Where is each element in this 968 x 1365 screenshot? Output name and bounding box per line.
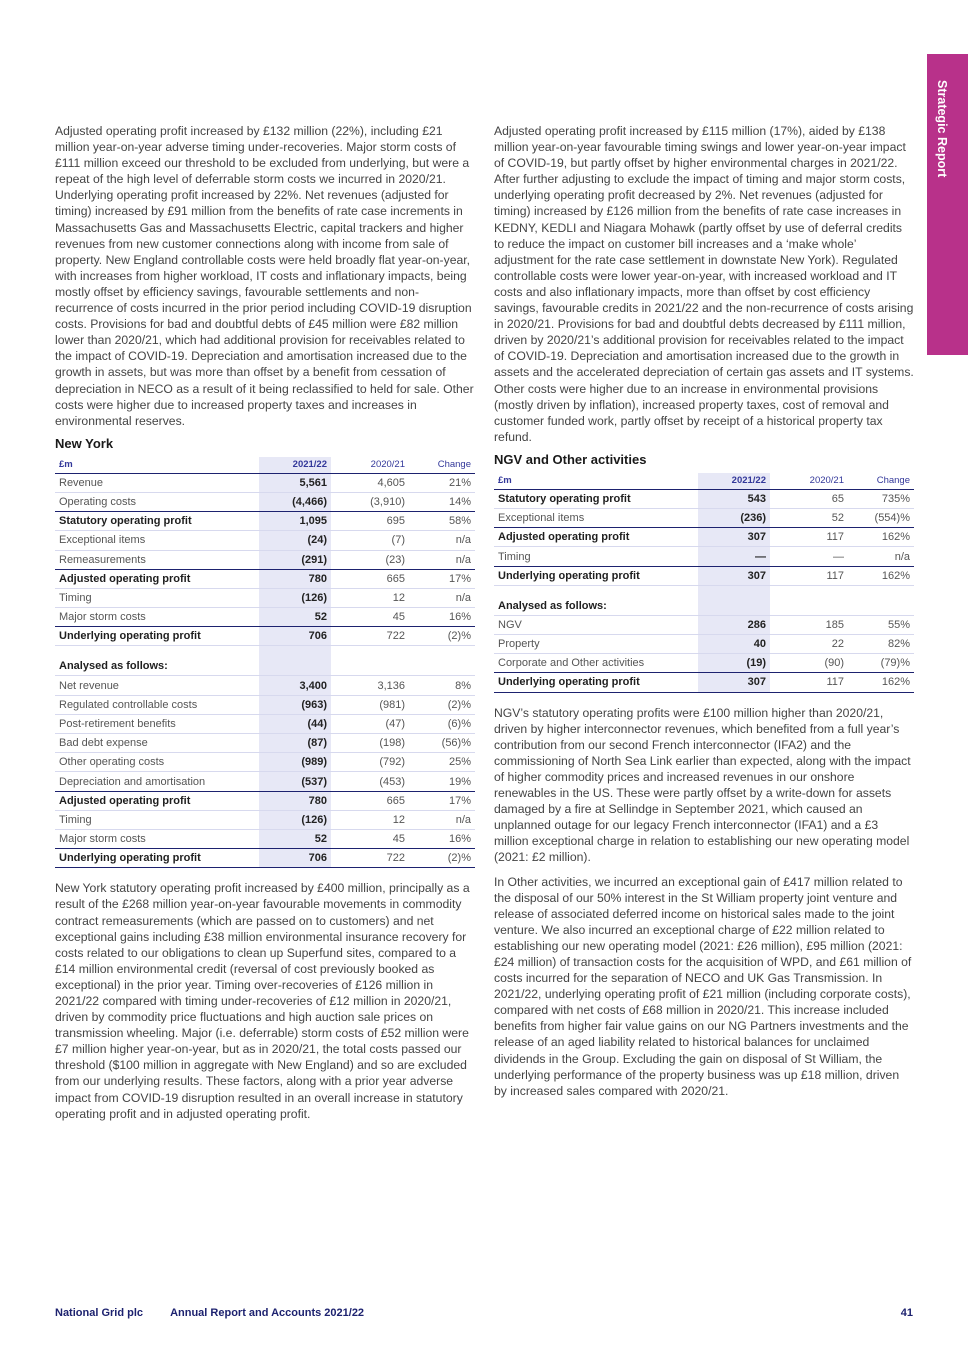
change-value: (2)%: [409, 849, 475, 868]
prior-year-value: (453): [331, 772, 409, 791]
current-year-value: 307: [698, 528, 770, 547]
change-value: 19%: [409, 772, 475, 791]
footer-publication: Annual Report and Accounts 2021/22: [170, 1307, 365, 1319]
table-row: [494, 673, 914, 692]
prior-year-value: [770, 585, 848, 615]
row-label: Timing: [55, 588, 259, 607]
change-value: 16%: [409, 608, 475, 627]
change-value: (554)%: [848, 509, 914, 528]
prior-year-value: 52: [770, 509, 848, 528]
change-value: n/a: [409, 810, 475, 829]
table-row: [55, 627, 475, 646]
row-label: Revenue: [55, 473, 259, 492]
current-year-value: (236): [698, 509, 770, 528]
table-row: [494, 489, 914, 508]
current-year-value: 706: [259, 849, 331, 868]
table-row: [55, 569, 475, 588]
change-value: (2)%: [409, 627, 475, 646]
prior-year-value: (7): [331, 531, 409, 550]
row-label: Property: [494, 635, 698, 654]
table-row: [55, 772, 475, 791]
row-label: Operating costs: [55, 492, 259, 511]
current-year-value: (126): [259, 588, 331, 607]
table-row: [55, 753, 475, 772]
row-label: Adjusted operating profit: [55, 791, 259, 810]
prior-year-value: 665: [331, 791, 409, 810]
change-value: 8%: [409, 676, 475, 695]
change-value: n/a: [409, 531, 475, 550]
change-value: 16%: [409, 829, 475, 848]
row-label: Regulated controllable costs: [55, 695, 259, 714]
table-row: [55, 676, 475, 695]
current-year-value: (291): [259, 550, 331, 569]
ngv-commentary: NGV’s statutory operating profits were £100 million higher than 2020/21, driven by higher interconnector revenues, which benefited from a full year’s contribution from our second French interconnector (IFA2) and the commissioning of North Sea Link earlier than expected, along with the impact of higher commodity prices and increased revenues in our onshore renewables in the US. These were partly offset by a write-down for assets damaged by a fire at Sellindge in September 2021, which caused an unplanned outage for our legacy French interconnector (IFA1) and a £3 million exceptional charge in relation to establishing our new operating model (2021: £2 million).: [494, 705, 911, 865]
table-row: [55, 734, 475, 753]
header-unit: £m: [494, 473, 698, 490]
row-label: Depreciation and amortisation: [55, 772, 259, 791]
prior-year-value: (792): [331, 753, 409, 772]
section-tab-label: Strategic Report: [935, 80, 949, 178]
change-value: (2)%: [409, 695, 475, 714]
table-row: [55, 550, 475, 569]
row-label: Underlying operating profit: [494, 673, 698, 692]
new-york-heading: New York: [55, 435, 114, 451]
current-year-value: 543: [698, 489, 770, 508]
current-year-value: (537): [259, 772, 331, 791]
table-row: [55, 512, 475, 531]
prior-year-value: 65: [770, 489, 848, 508]
new-york-adjusted-paragraph: Adjusted operating profit increased by £115 million (17%), aided by £138 million year-on-year favourable timing swings and lower year-on-year impact of COVID-19, but partly offset by higher environmental charges in 2021/22. After further adjusting to exclude the impact of timing and major storm costs, underlying operating profit decreased by 2%. Net revenues (adjusted for timing) increased by £126 million from the benefits of rate case increases in KEDNY, KEDLI and Niagara Mohawk (partly offset by use of deferral credits to reduce the impact on customer bill increases and a ‘make whole’ adjustment for the rate case settlement in downstate New York). Regulated controllable costs were lower year-on-year, with increased workload and IT costs and also inflationary impacts, more than offset by cost efficiency savings, favourable credits in 2021/22 and the non-recurrence of costs arising in 2020/21. Provisions for bad and doubtful debts decreased by £111 million, driven by 2020/21’s additional provision for receivables related to the impact of COVID-19. Depreciation and amortisation increased due to the growth in assets and the accelerated depreciation of certain gas assets and IT systems. Other costs were higher due to an increase in environmental provisions (mostly driven by inflation), increased property taxes, cost of removal and customer funded work, partly offset by receipt of a historical property tax refund.: [494, 124, 914, 444]
prior-year-value: (47): [331, 714, 409, 733]
table-row: [55, 695, 475, 714]
current-year-value: 40: [698, 635, 770, 654]
other-activities-commentary: In Other activities, we incurred an exceptional gain of £417 million related to the disposal of our 50% interest in the St William property joint venture and release of associated deferred income on historical sales made to the joint venture. We also incurred an exceptional charge of £22 million related to establishing our new operating model (2021: £26 million), £95 million (2021: £24 million) of transaction costs for the acquisition of WPD, and £61 million of costs incurred for the separation of NECO and UK Gas Transmission. In 2021/22, underlying operating profit of £21 million (including corporate costs), compared with net costs of £68 million in 2020/21. This increase included benefits from higher fair value gains on our NG Partners investments and the release of an aged liability related to historical balances for unclaimed dividends in the Group. Excluding the gain on disposal of St William, the underlying performance of the property business was up £18 million, driven by increased sales compared with 2020/21.: [494, 874, 912, 1098]
current-year-value: (44): [259, 714, 331, 733]
change-value: 17%: [409, 569, 475, 588]
prior-year-value: 117: [770, 566, 848, 585]
prior-year-value: 117: [770, 673, 848, 692]
prior-year-value: (23): [331, 550, 409, 569]
change-value: 58%: [409, 512, 475, 531]
prior-year-value: 4,605: [331, 473, 409, 492]
row-label: Analysed as follows:: [494, 585, 698, 615]
table-row: [494, 654, 914, 673]
change-value: 735%: [848, 489, 914, 508]
prior-year-value: —: [770, 547, 848, 566]
table-row: [55, 791, 475, 810]
current-year-value: 1,095: [259, 512, 331, 531]
row-label: Adjusted operating profit: [55, 569, 259, 588]
table-row: [55, 588, 475, 607]
prior-year-value: 22: [770, 635, 848, 654]
change-value: (79)%: [848, 654, 914, 673]
row-label: Exceptional items: [494, 509, 698, 528]
header-current-year: 2021/22: [698, 473, 770, 490]
prior-year-value: 665: [331, 569, 409, 588]
row-label: Timing: [55, 810, 259, 829]
header-prior-year: 2020/21: [770, 473, 848, 490]
current-year-value: 52: [259, 829, 331, 848]
change-value: (56)%: [409, 734, 475, 753]
change-value: (6)%: [409, 714, 475, 733]
current-year-value: (126): [259, 810, 331, 829]
table-row: [494, 509, 914, 528]
current-year-value: 706: [259, 627, 331, 646]
change-value: n/a: [848, 547, 914, 566]
change-value: 25%: [409, 753, 475, 772]
change-value: 162%: [848, 673, 914, 692]
new-england-paragraph: Adjusted operating profit increased by £132 million (22%), including £21 million year-on-year adverse timing under-recoveries. Major storm costs of £111 million exceed our threshold to be excluded from underlying, but were a repeat of the high level of deferrable storm costs we incurred in 2020/21. Underlying operating profit increased by 22%. Net revenues (adjusted for timing) increased by £91 million from the benefits of rate case increments in Massachusetts Gas and Massachusetts Electric, capital trackers and higher revenues from new customer connections along with income from sale of property. New England controllable costs were held broadly flat year-on-year, with increases from higher workload, IT costs and inflationary impacts, being mostly offset by efficiency savings, favourable settlements and non-recurrence of costs incurred in the prior period including COVID-19 disruption costs. Provisions for bad and doubtful debts of £45 million were £82 million lower than 2020/21, which had additional provision for receivables related to the impact of COVID-19. Depreciation and amortisation increased due to the growth in assets, but was more than offset by a benefit from cessation of depreciation in NECO as a result of it being reclassified to held for sale. Other costs were higher due to increased property taxes and increases in environmental reserves.: [55, 124, 474, 428]
header-change: Change: [409, 457, 475, 474]
prior-year-value: 722: [331, 627, 409, 646]
current-year-value: (963): [259, 695, 331, 714]
current-year-value: 307: [698, 566, 770, 585]
current-year-value: (989): [259, 753, 331, 772]
row-label: Adjusted operating profit: [494, 528, 698, 547]
current-year-value: —: [698, 547, 770, 566]
row-label: Statutory operating profit: [494, 489, 698, 508]
footer-company: National Grid plc: [55, 1307, 144, 1319]
page-number: 41: [900, 1307, 913, 1319]
new-york-commentary: New York statutory operating profit increased by £400 million, principally as a result of the £268 million year-on-year favourable movements in commodity contract remeasurements (which are passed on to customers) and net exceptional gains including £38 million environmental insurance recovery for costs related to our obligations to clean up Superfund sites, compared to a £14 million environmental credit (reversal of cost previously booked as exceptional) in the prior year. Timing over-recoveries of £126 million in 2021/22 compared with timing under-recoveries of £12 million in 2020/21, driven by commodity price fluctuations and high auction sale prices on transmission wheeling. Major (i.e. deferrable) storm costs of £52 million were £7 million higher year-on-year, but as in 2020/21, the total costs passed our threshold ($100 million in aggregate with New England) and so are excluded from our underlying results. These factors, along with a prior year adverse impact from COVID-19 disruption resulted in an overall increase in statutory operating profit and in adjusted operating profit.: [55, 881, 470, 1121]
table-row: [494, 635, 914, 654]
prior-year-value: 185: [770, 615, 848, 634]
row-label: Statutory operating profit: [55, 512, 259, 531]
table-header-row: [55, 457, 475, 474]
row-label: Bad debt expense: [55, 734, 259, 753]
current-year-value: 780: [259, 569, 331, 588]
table-row: [494, 528, 914, 547]
row-label: Underlying operating profit: [55, 627, 259, 646]
current-year-value: (24): [259, 531, 331, 550]
table-row: [494, 585, 914, 615]
table-row: [55, 473, 475, 492]
prior-year-value: 12: [331, 588, 409, 607]
table-row: [494, 566, 914, 585]
table-row: [494, 615, 914, 634]
prior-year-value: (981): [331, 695, 409, 714]
table-row: [55, 829, 475, 848]
prior-year-value: 45: [331, 829, 409, 848]
header-unit: £m: [55, 457, 259, 474]
right-column: [494, 123, 914, 1099]
change-value: 162%: [848, 528, 914, 547]
table-row: [55, 608, 475, 627]
new-york-table: [55, 457, 475, 869]
table-header-row: [494, 473, 914, 490]
current-year-value: 3,400: [259, 676, 331, 695]
row-label: NGV: [494, 615, 698, 634]
header-prior-year: 2020/21: [331, 457, 409, 474]
change-value: 162%: [848, 566, 914, 585]
current-year-value: 286: [698, 615, 770, 634]
change-value: n/a: [409, 588, 475, 607]
current-year-value: (87): [259, 734, 331, 753]
table-row: [55, 531, 475, 550]
row-label: Exceptional items: [55, 531, 259, 550]
row-label: Underlying operating profit: [55, 849, 259, 868]
prior-year-value: 45: [331, 608, 409, 627]
row-label: Post-retirement benefits: [55, 714, 259, 733]
page-footer: [55, 1307, 913, 1319]
prior-year-value: 722: [331, 849, 409, 868]
row-label: Timing: [494, 547, 698, 566]
current-year-value: 52: [259, 608, 331, 627]
current-year-value: [698, 585, 770, 615]
ngv-table: [494, 473, 914, 693]
change-value: [848, 585, 914, 615]
prior-year-value: (198): [331, 734, 409, 753]
prior-year-value: 12: [331, 810, 409, 829]
change-value: [409, 646, 475, 676]
change-value: 55%: [848, 615, 914, 634]
prior-year-value: (90): [770, 654, 848, 673]
current-year-value: [259, 646, 331, 676]
prior-year-value: 695: [331, 512, 409, 531]
change-value: 17%: [409, 791, 475, 810]
table-row: [55, 810, 475, 829]
section-tab[interactable]: [927, 54, 968, 355]
prior-year-value: 117: [770, 528, 848, 547]
current-year-value: (4,466): [259, 492, 331, 511]
current-year-value: (19): [698, 654, 770, 673]
change-value: n/a: [409, 550, 475, 569]
row-label: Underlying operating profit: [494, 566, 698, 585]
current-year-value: 780: [259, 791, 331, 810]
row-label: Remeasurements: [55, 550, 259, 569]
change-value: 14%: [409, 492, 475, 511]
table-row: [55, 714, 475, 733]
current-year-value: 5,561: [259, 473, 331, 492]
prior-year-value: (3,910): [331, 492, 409, 511]
table-row: [55, 646, 475, 676]
row-label: Major storm costs: [55, 829, 259, 848]
row-label: Other operating costs: [55, 753, 259, 772]
header-current-year: 2021/22: [259, 457, 331, 474]
row-label: Net revenue: [55, 676, 259, 695]
ngv-heading: NGV and Other activities: [494, 451, 647, 467]
current-year-value: 307: [698, 673, 770, 692]
table-row: [494, 547, 914, 566]
table-row: [55, 492, 475, 511]
prior-year-value: [331, 646, 409, 676]
change-value: 82%: [848, 635, 914, 654]
row-label: Analysed as follows:: [55, 646, 259, 676]
left-column: [55, 123, 475, 1122]
row-label: Major storm costs: [55, 608, 259, 627]
prior-year-value: 3,136: [331, 676, 409, 695]
header-change: Change: [848, 473, 914, 490]
change-value: 21%: [409, 473, 475, 492]
table-row: [55, 849, 475, 868]
row-label: Corporate and Other activities: [494, 654, 698, 673]
